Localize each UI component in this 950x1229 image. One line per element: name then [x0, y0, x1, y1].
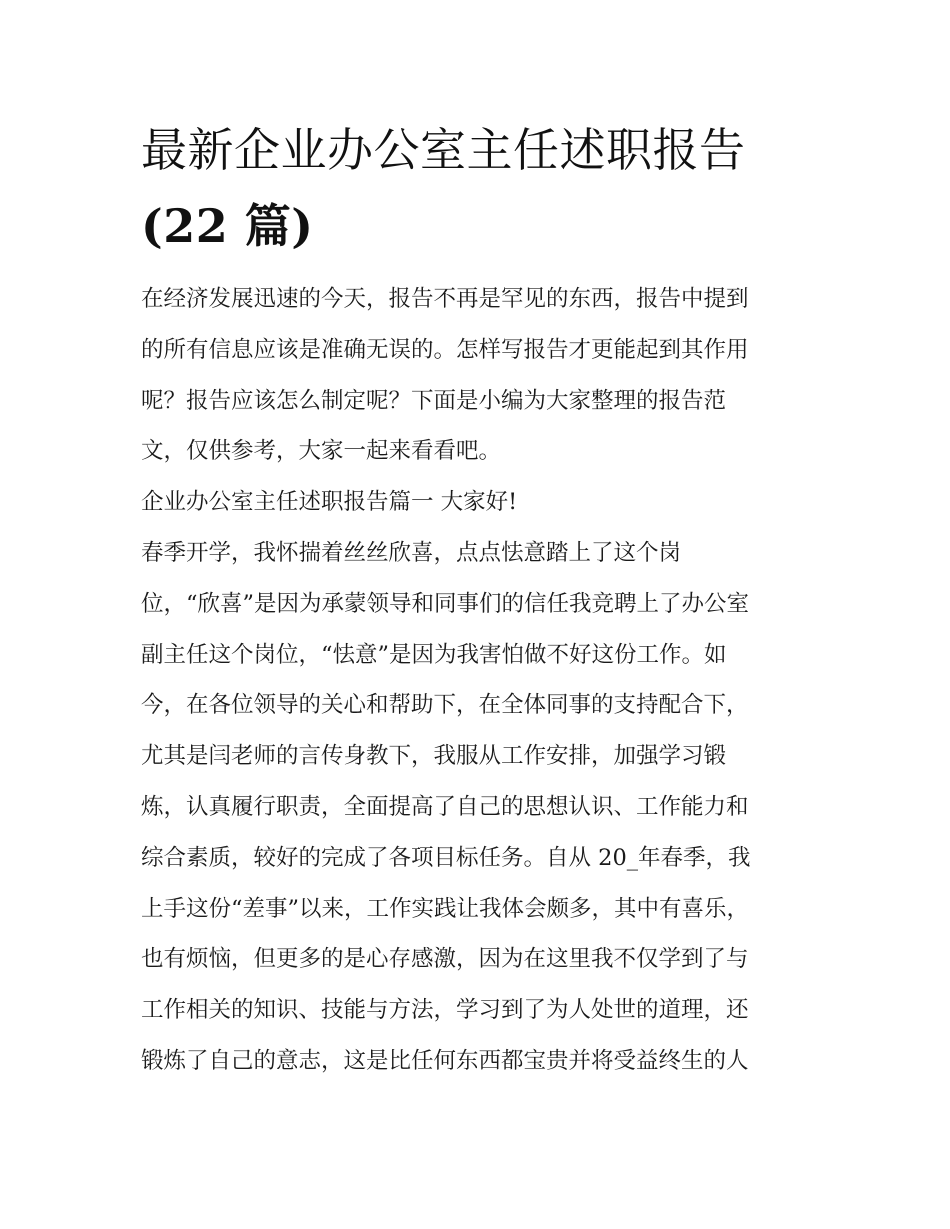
text-line: 呢？报告应该怎么制定呢？下面是小编为大家整理的报告范: [141, 387, 727, 414]
text-line: 的所有信息应该是准确无误的。怎样写报告才更能起到其作用: [141, 336, 749, 363]
text-line: 今，在各位领导的关心和帮助下，在全体同事的支持配合下，: [141, 692, 749, 719]
title-line-1: 最新企业办公室主任述职报告: [141, 123, 746, 177]
body-text: [141, 274, 813, 1087]
document-title: [141, 112, 813, 264]
text-line: 上手这份“差事”以来，工作实践让我体会颇多，其中有喜乐，: [141, 895, 750, 922]
text-line: 在经济发展迅速的今天，报告不再是罕见的东西，报告中提到: [141, 286, 749, 312]
text-line: 尤其是闫老师的言传身教下，我服从工作安排，加强学习锻: [141, 743, 727, 770]
text-line: 春季开学，我怀揣着丝丝欣喜，点点怯意踏上了这个岗: [141, 539, 682, 566]
text-line: 综合素质，较好的完成了各项目标任务。自从 20_年春季，我: [141, 844, 751, 871]
text-line: 锻炼了自己的意志，这是比任何东西都宝贵并将受益终生的人: [141, 1047, 749, 1074]
text-line: 文，仅供参考，大家一起来看看吧。: [141, 438, 502, 465]
text-line: 工作相关的知识、技能与方法，学习到了为人处世的道理，还: [141, 997, 749, 1024]
text-line: 也有烦恼，但更多的是心存感激，因为在这里我不仅学到了与: [141, 946, 749, 973]
document-content: [141, 112, 813, 1087]
section-heading-line: 企业办公室主任述职报告篇一 大家好!: [141, 489, 518, 516]
text-line: 副主任这个岗位，“怯意”是因为我害怕做不好这份工作。如: [141, 641, 727, 668]
text-line: 炼，认真履行职责，全面提高了自己的思想认识、工作能力和: [141, 793, 749, 820]
text-line: 位，“欣喜”是因为承蒙领导和同事们的信任我竞聘上了办公室: [141, 590, 750, 617]
title-line-2: (22 篇): [141, 199, 314, 253]
